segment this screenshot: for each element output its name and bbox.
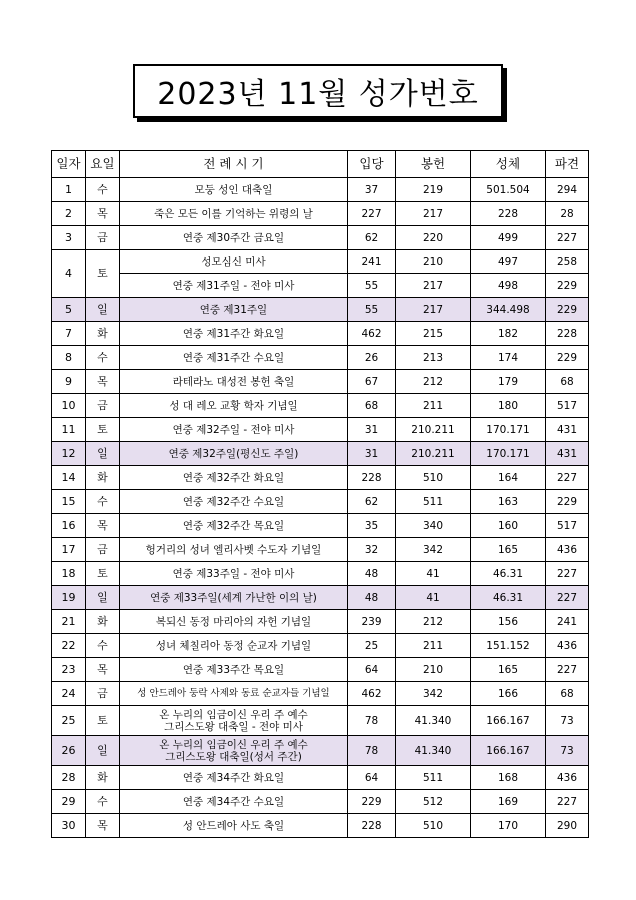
weekday-cell: 토 — [86, 418, 120, 442]
liturgy-cell: 온 누리의 임금이신 우리 주 예수 그리스도왕 대축일 - 전야 미사 — [120, 706, 348, 736]
communion-cell: 166 — [471, 682, 546, 706]
entrance-cell: 55 — [348, 274, 396, 298]
header-date: 일자 — [52, 151, 86, 178]
weekday-cell: 수 — [86, 178, 120, 202]
table-row-sunday — [52, 298, 589, 322]
communion-cell: 168 — [471, 766, 546, 790]
entrance-cell: 239 — [348, 610, 396, 634]
entrance-cell: 462 — [348, 322, 396, 346]
dismissal-cell: 517 — [546, 394, 589, 418]
communion-cell: 497 — [471, 250, 546, 274]
dismissal-cell: 228 — [546, 322, 589, 346]
weekday-cell: 수 — [86, 634, 120, 658]
entrance-cell: 67 — [348, 370, 396, 394]
date-cell: 24 — [52, 682, 86, 706]
communion-cell: 164 — [471, 466, 546, 490]
offertory-cell: 212 — [396, 370, 471, 394]
entrance-cell: 25 — [348, 634, 396, 658]
communion-cell: 228 — [471, 202, 546, 226]
entrance-cell: 241 — [348, 250, 396, 274]
entrance-cell: 62 — [348, 226, 396, 250]
weekday-cell: 일 — [86, 736, 120, 766]
weekday-cell: 목 — [86, 814, 120, 838]
entrance-cell: 64 — [348, 658, 396, 682]
communion-cell: 165 — [471, 658, 546, 682]
liturgy-cell: 성 안드레아 둥락 사제와 동료 순교자들 기념일 — [120, 682, 348, 706]
table-row — [52, 766, 589, 790]
table-row — [52, 466, 589, 490]
offertory-cell: 41 — [396, 586, 471, 610]
communion-cell: 501.504 — [471, 178, 546, 202]
weekday-cell: 토 — [86, 562, 120, 586]
entrance-cell: 26 — [348, 346, 396, 370]
communion-cell: 344.498 — [471, 298, 546, 322]
communion-cell: 166.167 — [471, 706, 546, 736]
table-row — [52, 370, 589, 394]
table-row — [52, 226, 589, 250]
dismissal-cell: 227 — [546, 466, 589, 490]
liturgy-cell: 연중 제33주일 - 전야 미사 — [120, 562, 348, 586]
table-row — [52, 322, 589, 346]
table-row — [52, 250, 589, 274]
entrance-cell: 62 — [348, 490, 396, 514]
communion-cell: 180 — [471, 394, 546, 418]
weekday-cell: 화 — [86, 766, 120, 790]
communion-cell: 160 — [471, 514, 546, 538]
entrance-cell: 31 — [348, 442, 396, 466]
date-cell: 16 — [52, 514, 86, 538]
communion-cell: 163 — [471, 490, 546, 514]
communion-cell: 170.171 — [471, 442, 546, 466]
communion-cell: 165 — [471, 538, 546, 562]
offertory-cell: 220 — [396, 226, 471, 250]
weekday-cell: 금 — [86, 394, 120, 418]
dismissal-cell: 229 — [546, 298, 589, 322]
table-row-sunday — [52, 442, 589, 466]
weekday-cell: 화 — [86, 322, 120, 346]
dismissal-cell: 258 — [546, 250, 589, 274]
weekday-cell: 화 — [86, 466, 120, 490]
entrance-cell: 48 — [348, 586, 396, 610]
entrance-cell: 48 — [348, 562, 396, 586]
table-row — [52, 538, 589, 562]
offertory-cell: 342 — [396, 682, 471, 706]
liturgy-cell: 연중 제32주간 목요일 — [120, 514, 348, 538]
page-title: 2023년 11월 성가번호 — [133, 64, 503, 118]
offertory-cell: 41.340 — [396, 706, 471, 736]
offertory-cell: 210.211 — [396, 442, 471, 466]
entrance-cell: 229 — [348, 790, 396, 814]
date-cell: 15 — [52, 490, 86, 514]
date-cell: 29 — [52, 790, 86, 814]
weekday-cell: 수 — [86, 346, 120, 370]
date-cell: 19 — [52, 586, 86, 610]
dismissal-cell: 431 — [546, 442, 589, 466]
dismissal-cell: 68 — [546, 682, 589, 706]
date-cell: 9 — [52, 370, 86, 394]
weekday-cell: 금 — [86, 226, 120, 250]
offertory-cell: 211 — [396, 394, 471, 418]
liturgy-cell: 연중 제31주간 수요일 — [120, 346, 348, 370]
dismissal-cell: 227 — [546, 790, 589, 814]
header-offertory: 봉헌 — [396, 151, 471, 178]
liturgy-cell: 연중 제31주일 — [120, 298, 348, 322]
entrance-cell: 78 — [348, 736, 396, 766]
dismissal-cell: 436 — [546, 538, 589, 562]
offertory-cell: 210 — [396, 250, 471, 274]
date-cell: 5 — [52, 298, 86, 322]
header-entrance: 입당 — [348, 151, 396, 178]
offertory-cell: 510 — [396, 814, 471, 838]
communion-cell: 499 — [471, 226, 546, 250]
offertory-cell: 511 — [396, 766, 471, 790]
liturgy-cell: 연중 제30주간 금요일 — [120, 226, 348, 250]
dismissal-cell: 290 — [546, 814, 589, 838]
offertory-cell: 210 — [396, 658, 471, 682]
offertory-cell: 212 — [396, 610, 471, 634]
entrance-cell: 32 — [348, 538, 396, 562]
weekday-cell: 토 — [86, 706, 120, 736]
date-cell: 7 — [52, 322, 86, 346]
table-row — [52, 178, 589, 202]
communion-cell: 182 — [471, 322, 546, 346]
date-cell: 17 — [52, 538, 86, 562]
dismissal-cell: 241 — [546, 610, 589, 634]
liturgy-cell: 모둥 성인 대축일 — [120, 178, 348, 202]
dismissal-cell: 431 — [546, 418, 589, 442]
communion-cell: 174 — [471, 346, 546, 370]
header-dismissal: 파견 — [546, 151, 589, 178]
date-cell: 28 — [52, 766, 86, 790]
date-cell: 21 — [52, 610, 86, 634]
liturgy-cell: 연중 제32주간 화요일 — [120, 466, 348, 490]
dismissal-cell: 227 — [546, 658, 589, 682]
weekday-cell: 일 — [86, 298, 120, 322]
dismissal-cell: 68 — [546, 370, 589, 394]
dismissal-cell: 227 — [546, 226, 589, 250]
entrance-cell: 462 — [348, 682, 396, 706]
offertory-cell: 211 — [396, 634, 471, 658]
table-row — [52, 814, 589, 838]
table-row — [52, 418, 589, 442]
date-cell: 3 — [52, 226, 86, 250]
offertory-cell: 219 — [396, 178, 471, 202]
communion-cell: 46.31 — [471, 586, 546, 610]
offertory-cell: 41.340 — [396, 736, 471, 766]
liturgy-cell: 성녀 체칠리아 동정 순교자 기념일 — [120, 634, 348, 658]
offertory-cell: 512 — [396, 790, 471, 814]
communion-cell: 166.167 — [471, 736, 546, 766]
weekday-cell: 일 — [86, 586, 120, 610]
dismissal-cell: 517 — [546, 514, 589, 538]
table-row — [52, 634, 589, 658]
date-cell: 14 — [52, 466, 86, 490]
date-cell: 25 — [52, 706, 86, 736]
weekday-cell: 수 — [86, 790, 120, 814]
offertory-cell: 41 — [396, 562, 471, 586]
liturgy-cell: 죽은 모든 이를 기억하는 위령의 날 — [120, 202, 348, 226]
liturgy-cell: 온 누리의 임금이신 우리 주 예수 그리스도왕 대축일(성서 주간) — [120, 736, 348, 766]
dismissal-cell: 28 — [546, 202, 589, 226]
weekday-cell: 금 — [86, 538, 120, 562]
header-liturgy: 전 례 시 기 — [120, 151, 348, 178]
liturgy-cell: 복되신 동정 마리아의 자헌 기념일 — [120, 610, 348, 634]
table-row — [52, 658, 589, 682]
entrance-cell: 64 — [348, 766, 396, 790]
liturgy-cell: 연중 제32주간 수요일 — [120, 490, 348, 514]
dismissal-cell: 229 — [546, 490, 589, 514]
weekday-cell: 목 — [86, 370, 120, 394]
dismissal-cell: 229 — [546, 274, 589, 298]
weekday-cell: 목 — [86, 658, 120, 682]
date-cell: 12 — [52, 442, 86, 466]
liturgy-cell: 연중 제32주일(평신도 주일) — [120, 442, 348, 466]
dismissal-cell: 436 — [546, 634, 589, 658]
table-row-sunday — [52, 586, 589, 610]
dismissal-cell: 73 — [546, 706, 589, 736]
liturgy-cell: 성 안드레아 사도 축일 — [120, 814, 348, 838]
offertory-cell: 217 — [396, 274, 471, 298]
weekday-cell: 목 — [86, 514, 120, 538]
offertory-cell: 510 — [396, 466, 471, 490]
date-cell: 2 — [52, 202, 86, 226]
liturgy-cell: 연중 제34주간 수요일 — [120, 790, 348, 814]
table-row — [52, 514, 589, 538]
liturgy-cell: 연중 제33주일(세계 가난한 이의 날) — [120, 586, 348, 610]
liturgy-cell: 연중 제32주일 - 전야 미사 — [120, 418, 348, 442]
offertory-cell: 213 — [396, 346, 471, 370]
offertory-cell: 210.211 — [396, 418, 471, 442]
dismissal-cell: 227 — [546, 562, 589, 586]
date-cell: 26 — [52, 736, 86, 766]
liturgy-cell: 연중 제31주일 - 전야 미사 — [120, 274, 348, 298]
liturgy-cell: 성모심신 미사 — [120, 250, 348, 274]
table-row — [52, 706, 589, 736]
offertory-cell: 217 — [396, 202, 471, 226]
hymn-schedule-table — [51, 150, 589, 838]
date-cell: 18 — [52, 562, 86, 586]
dismissal-cell: 229 — [546, 346, 589, 370]
weekday-cell: 수 — [86, 490, 120, 514]
date-cell: 30 — [52, 814, 86, 838]
header-communion: 성체 — [471, 151, 546, 178]
table-row — [52, 346, 589, 370]
offertory-cell: 342 — [396, 538, 471, 562]
offertory-cell: 215 — [396, 322, 471, 346]
liturgy-cell: 라테라노 대성전 봉헌 축일 — [120, 370, 348, 394]
communion-cell: 170.171 — [471, 418, 546, 442]
table-row — [52, 610, 589, 634]
entrance-cell: 55 — [348, 298, 396, 322]
entrance-cell: 31 — [348, 418, 396, 442]
date-cell: 10 — [52, 394, 86, 418]
liturgy-cell: 연중 제34주간 화요일 — [120, 766, 348, 790]
offertory-cell: 511 — [396, 490, 471, 514]
weekday-cell: 토 — [86, 250, 120, 298]
offertory-cell: 340 — [396, 514, 471, 538]
communion-cell: 170 — [471, 814, 546, 838]
liturgy-cell: 연중 제33주간 목요일 — [120, 658, 348, 682]
table-row-sunday — [52, 736, 589, 766]
weekday-cell: 일 — [86, 442, 120, 466]
liturgy-cell: 헝거리의 성녀 엘리사벳 수도자 기념일 — [120, 538, 348, 562]
weekday-cell: 목 — [86, 202, 120, 226]
entrance-cell: 35 — [348, 514, 396, 538]
date-cell: 4 — [52, 250, 86, 298]
offertory-cell: 217 — [396, 298, 471, 322]
entrance-cell: 228 — [348, 814, 396, 838]
header-weekday: 요일 — [86, 151, 120, 178]
table-row — [52, 562, 589, 586]
communion-cell: 46.31 — [471, 562, 546, 586]
entrance-cell: 228 — [348, 466, 396, 490]
date-cell: 11 — [52, 418, 86, 442]
weekday-cell: 금 — [86, 682, 120, 706]
entrance-cell: 78 — [348, 706, 396, 736]
table-row — [52, 682, 589, 706]
entrance-cell: 37 — [348, 178, 396, 202]
communion-cell: 151.152 — [471, 634, 546, 658]
weekday-cell: 화 — [86, 610, 120, 634]
table-row — [52, 490, 589, 514]
table-row — [52, 790, 589, 814]
communion-cell: 169 — [471, 790, 546, 814]
dismissal-cell: 294 — [546, 178, 589, 202]
communion-cell: 156 — [471, 610, 546, 634]
dismissal-cell: 227 — [546, 586, 589, 610]
liturgy-cell: 연중 제31주간 화요일 — [120, 322, 348, 346]
entrance-cell: 227 — [348, 202, 396, 226]
entrance-cell: 68 — [348, 394, 396, 418]
date-cell: 22 — [52, 634, 86, 658]
dismissal-cell: 73 — [546, 736, 589, 766]
liturgy-cell: 성 대 레오 교황 학자 기념일 — [120, 394, 348, 418]
date-cell: 8 — [52, 346, 86, 370]
date-cell: 23 — [52, 658, 86, 682]
header-row — [52, 151, 589, 178]
communion-cell: 498 — [471, 274, 546, 298]
date-cell: 1 — [52, 178, 86, 202]
table-row — [52, 394, 589, 418]
dismissal-cell: 436 — [546, 766, 589, 790]
table-row — [52, 274, 589, 298]
communion-cell: 179 — [471, 370, 546, 394]
table-row — [52, 202, 589, 226]
